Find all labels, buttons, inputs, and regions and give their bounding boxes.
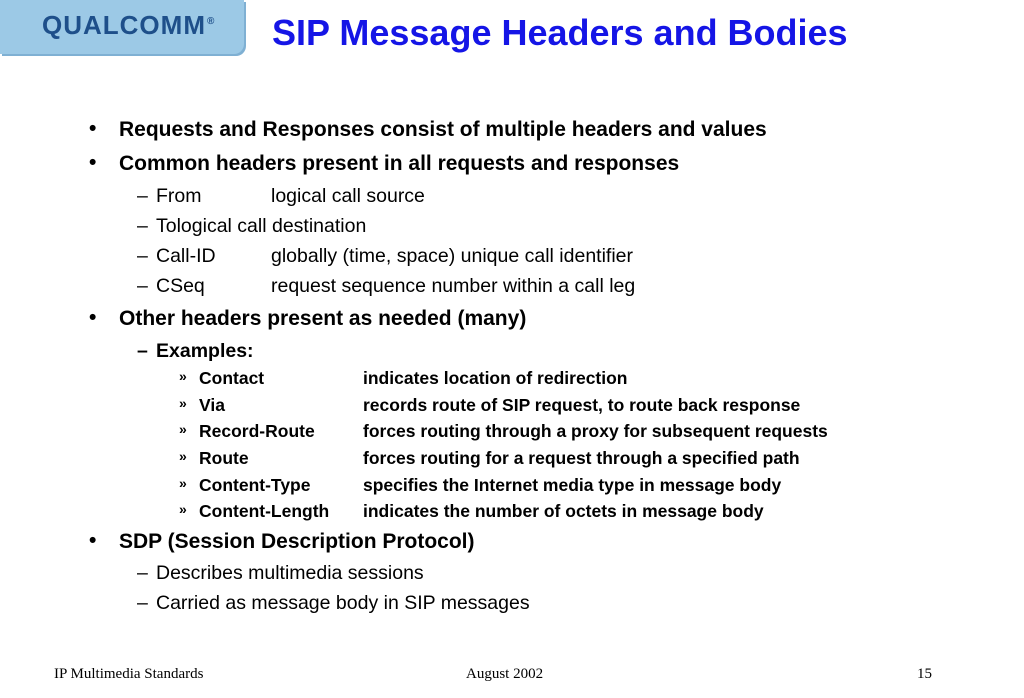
bullet-text: Common headers present in all requests and responses <box>119 152 680 175</box>
header-description: globally (time, space) unique call identifier <box>271 245 634 267</box>
header-term: CSeq <box>156 275 205 297</box>
bullet-requests-responses <box>89 117 767 142</box>
bullet-marker: • <box>89 529 97 552</box>
dash-marker: – <box>137 340 148 362</box>
example-term: Contact <box>199 368 265 388</box>
header-description: request sequence number within a call leg <box>271 275 636 297</box>
raquo-marker: » <box>179 395 187 411</box>
header-description: logical call source <box>271 185 425 207</box>
example-description: forces routing for a request through a specified path <box>363 448 800 468</box>
raquo-marker: » <box>179 501 187 517</box>
bullet-marker: • <box>89 306 97 329</box>
example-via <box>179 395 801 416</box>
sub-item-cseq <box>137 275 636 298</box>
example-content-length <box>179 501 764 522</box>
footer-left: IP Multimedia Standards <box>54 666 204 682</box>
raquo-marker: » <box>179 368 187 384</box>
bullet-other-headers <box>89 306 527 331</box>
bullet-text: Requests and Responses consist of multiple headers and values <box>119 118 767 141</box>
dash-marker: – <box>137 215 148 237</box>
example-term: Content-Length <box>199 501 330 521</box>
bullet-text: Other headers present as needed (many) <box>119 307 527 330</box>
sdp-item-text: Describes multimedia sessions <box>156 562 424 584</box>
sdp-item-text: Carried as message body in SIP messages <box>156 592 530 614</box>
example-term: Route <box>199 448 249 468</box>
dash-marker: – <box>137 185 148 207</box>
footer-date: August 2002 <box>466 666 544 682</box>
logo-wordmark: QUALCOMM <box>42 10 206 40</box>
sub-item-sdp-carried <box>137 592 530 615</box>
example-contact <box>179 368 628 389</box>
example-description: indicates the number of octets in message body <box>363 501 764 521</box>
logo-registered-mark: ® <box>206 16 216 28</box>
bullet-text: SDP (Session Description Protocol) <box>119 530 475 553</box>
slide-title: SIP Message Headers and Bodies <box>272 12 848 53</box>
raquo-marker: » <box>179 448 187 464</box>
raquo-marker: » <box>179 475 187 491</box>
examples-label: Examples: <box>156 340 254 362</box>
example-record-route <box>179 421 828 442</box>
bullet-marker: • <box>89 117 97 140</box>
bullet-common-headers <box>89 151 680 176</box>
example-route <box>179 448 800 469</box>
example-description: forces routing through a proxy for subsequent requests <box>363 421 828 441</box>
example-content-type <box>179 475 782 496</box>
example-description: indicates location of redirection <box>363 368 628 388</box>
example-term: Content-Type <box>199 475 311 495</box>
bullet-marker: • <box>89 151 97 174</box>
header-term: From <box>156 185 202 207</box>
sub-item-call-id <box>137 245 634 268</box>
sub-item-sdp-describes <box>137 562 424 585</box>
example-term: Record-Route <box>199 421 315 441</box>
page-number: 15 <box>917 666 932 682</box>
header-item-text: Tological call destination <box>156 215 367 237</box>
dash-marker: – <box>137 245 148 267</box>
example-term: Via <box>199 395 225 415</box>
example-description: specifies the Internet media type in message body <box>363 475 782 495</box>
dash-marker: – <box>137 592 148 614</box>
sub-item-to <box>137 215 367 238</box>
raquo-marker: » <box>179 421 187 437</box>
header-term: Call-ID <box>156 245 216 267</box>
dash-marker: – <box>137 562 148 584</box>
dash-marker: – <box>137 275 148 297</box>
bullet-sdp <box>89 529 475 554</box>
sub-item-from <box>137 185 425 208</box>
example-description: records route of SIP request, to route back response <box>363 395 801 415</box>
sub-item-examples <box>137 340 254 363</box>
